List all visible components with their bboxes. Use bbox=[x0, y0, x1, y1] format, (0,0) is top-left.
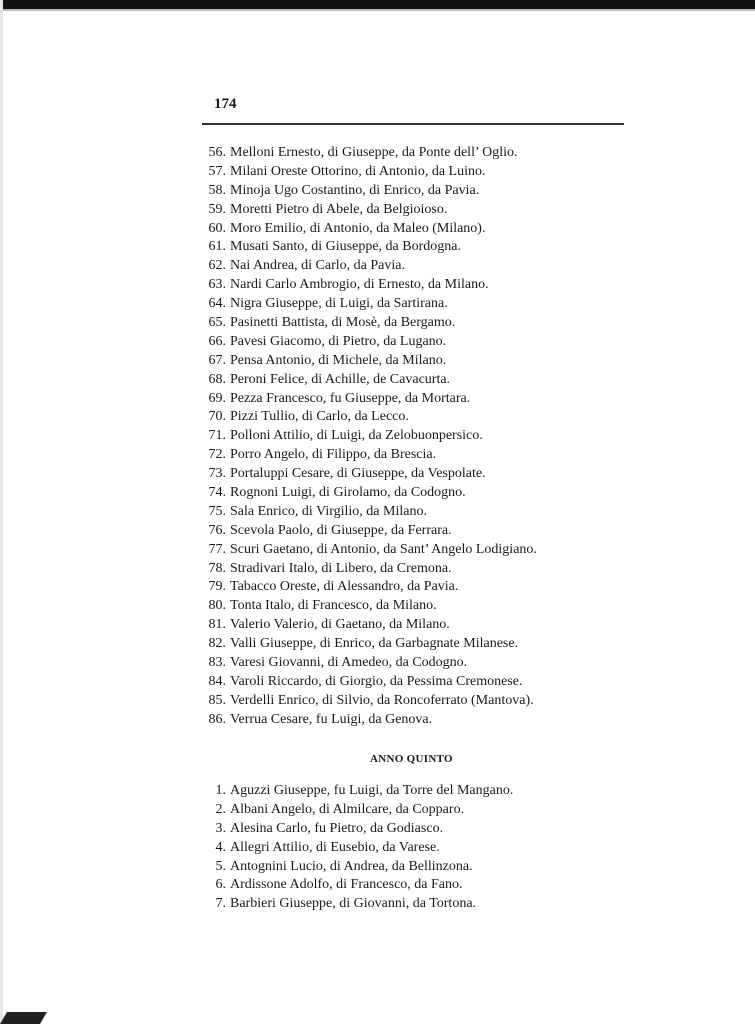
entry-text: Melloni Ernesto, di Giuseppe, da Ponte dell’ Oglio. bbox=[230, 145, 518, 160]
list-item bbox=[196, 390, 537, 409]
entry-number: 71. bbox=[208, 428, 226, 444]
entry-number: 75. bbox=[208, 503, 226, 519]
list-item bbox=[196, 820, 513, 839]
entry-number: 74. bbox=[208, 485, 226, 501]
entry-number: 5. bbox=[215, 858, 226, 874]
entry-text: Milani Oreste Ottorino, di Antonio, da Luino. bbox=[230, 163, 486, 179]
entry-text: Porro Angelo, di Filippo, da Brescia. bbox=[230, 447, 437, 463]
list-item bbox=[196, 858, 513, 877]
entry-text: Albani Angelo, di Almilcare, da Copparo. bbox=[230, 801, 465, 817]
entry-text: Stradivari Italo, di Libero, da Cremona. bbox=[230, 560, 452, 576]
entry-text: Pasinetti Battista, di Mosè, da Bergamo. bbox=[230, 315, 456, 331]
list-item bbox=[196, 616, 537, 635]
list-item bbox=[196, 371, 537, 390]
entry-number: 60. bbox=[208, 220, 226, 236]
list-item bbox=[196, 839, 513, 858]
entry-number: 72. bbox=[208, 447, 226, 463]
entry-text: Tabacco Oreste, di Alessandro, da Pavia. bbox=[230, 579, 459, 595]
entry-number: 65. bbox=[208, 315, 226, 331]
entry-number: 1. bbox=[215, 783, 226, 798]
entry-text: Antognini Lucio, di Andrea, da Bellinzona. bbox=[230, 858, 473, 874]
list-item bbox=[196, 635, 537, 654]
entry-text: Peroni Felice, di Achille, de Cavacurta. bbox=[230, 371, 451, 387]
entry-number: 84. bbox=[208, 673, 226, 689]
entry-text: Ardissone Adolfo, di Francesco, da Fano. bbox=[230, 877, 463, 893]
list-item bbox=[196, 182, 537, 201]
entry-number: 73. bbox=[208, 466, 226, 482]
student-list-previous-year bbox=[196, 144, 537, 730]
list-item bbox=[196, 276, 537, 295]
entry-number: 63. bbox=[208, 277, 226, 293]
scan-corner-mark bbox=[0, 1012, 47, 1024]
list-item bbox=[196, 257, 537, 276]
scan-left-edge bbox=[0, 0, 3, 1024]
list-item bbox=[196, 484, 537, 503]
entry-text: Minoja Ugo Costantino, di Enrico, da Pavia. bbox=[230, 182, 480, 198]
scan-top-border bbox=[0, 0, 755, 9]
entry-number: 3. bbox=[215, 820, 226, 836]
entry-number: 66. bbox=[208, 333, 226, 349]
entry-text: Polloni Attilio, di Luigi, da Zelobuonpersico. bbox=[230, 428, 483, 444]
list-item bbox=[196, 876, 513, 895]
list-item bbox=[196, 314, 537, 333]
entry-text: Verdelli Enrico, di Silvio, da Roncoferrato (Mantova). bbox=[230, 692, 534, 708]
list-item bbox=[196, 782, 513, 801]
entry-number: 58. bbox=[208, 182, 226, 198]
entry-text: Barbieri Giuseppe, di Giovanni, da Tortona. bbox=[230, 896, 477, 912]
entry-text: Sala Enrico, di Virgilio, da Milano. bbox=[230, 503, 427, 519]
list-item bbox=[196, 654, 537, 673]
list-item bbox=[196, 408, 537, 427]
list-item bbox=[196, 201, 537, 220]
list-item bbox=[196, 333, 537, 352]
list-item bbox=[196, 673, 537, 692]
list-item bbox=[196, 163, 537, 182]
list-item bbox=[196, 597, 537, 616]
list-item bbox=[196, 503, 537, 522]
entry-number: 79. bbox=[208, 579, 226, 595]
list-item bbox=[196, 522, 537, 541]
entry-text: Moretti Pietro di Abele, da Belgioioso. bbox=[230, 201, 448, 217]
entry-text: Valerio Valerio, di Gaetano, da Milano. bbox=[230, 617, 450, 633]
entry-text: Valli Giuseppe, di Enrico, da Garbagnate Milanese. bbox=[230, 636, 519, 652]
entry-number: 77. bbox=[208, 541, 226, 557]
student-list-anno-quinto bbox=[196, 782, 513, 914]
entry-number: 61. bbox=[208, 239, 226, 255]
list-item bbox=[196, 692, 537, 711]
list-item bbox=[196, 446, 537, 465]
list-item bbox=[196, 295, 537, 314]
entry-number: 6. bbox=[215, 877, 226, 893]
list-item bbox=[196, 895, 513, 914]
list-item bbox=[196, 238, 537, 257]
entry-number: 69. bbox=[208, 390, 226, 406]
list-item bbox=[196, 465, 537, 484]
list-item bbox=[196, 560, 537, 579]
entry-number: 68. bbox=[208, 371, 226, 387]
entry-text: Varesi Giovanni, di Amedeo, da Codogno. bbox=[230, 655, 468, 671]
list-item bbox=[196, 541, 537, 560]
list-item bbox=[196, 801, 513, 820]
entry-number: 7. bbox=[215, 896, 226, 912]
entry-text: Aguzzi Giuseppe, fu Luigi, da Torre del Mangano. bbox=[230, 783, 514, 798]
entry-number: 85. bbox=[208, 692, 226, 708]
entry-number: 76. bbox=[208, 522, 226, 538]
entry-text: Scuri Gaetano, di Antonio, da Sant’ Angelo Lodigiano. bbox=[230, 541, 537, 557]
entry-number: 64. bbox=[208, 296, 226, 312]
entry-number: 81. bbox=[208, 617, 226, 633]
list-item bbox=[196, 427, 537, 446]
entry-text: Moro Emilio, di Antonio, da Maleo (Milano). bbox=[230, 220, 486, 236]
entry-text: Nigra Giuseppe, di Luigi, da Sartirana. bbox=[230, 296, 448, 312]
entry-text: Tonta Italo, di Francesco, da Milano. bbox=[230, 598, 437, 614]
entry-text: Pezza Francesco, fu Giuseppe, da Mortara. bbox=[230, 390, 471, 406]
entry-number: 86. bbox=[208, 711, 226, 727]
section-heading: ANNO QUINTO bbox=[370, 753, 453, 765]
entry-number: 82. bbox=[208, 636, 226, 652]
entry-text: Rognoni Luigi, di Girolamo, da Codogno. bbox=[230, 485, 466, 501]
entry-number: 57. bbox=[208, 163, 226, 179]
entry-number: 78. bbox=[208, 560, 226, 576]
entry-number: 62. bbox=[208, 258, 226, 274]
entry-text: Allegri Attilio, di Eusebio, da Varese. bbox=[230, 839, 440, 855]
entry-number: 67. bbox=[208, 352, 226, 368]
entry-number: 2. bbox=[215, 801, 226, 817]
entry-number: 56. bbox=[208, 145, 226, 160]
page-number: 174 bbox=[214, 96, 237, 112]
entry-number: 80. bbox=[208, 598, 226, 614]
entry-text: Pensa Antonio, di Michele, da Milano. bbox=[230, 352, 447, 368]
entry-text: Musati Santo, di Giuseppe, da Bordogna. bbox=[230, 239, 461, 255]
entry-number: 70. bbox=[208, 409, 226, 425]
list-item bbox=[196, 711, 537, 730]
entry-text: Pavesi Giacomo, di Pietro, da Lugano. bbox=[230, 333, 447, 349]
entry-text: Pizzi Tullio, di Carlo, da Lecco. bbox=[230, 409, 409, 425]
header-rule bbox=[202, 123, 624, 125]
entry-text: Nai Andrea, di Carlo, da Pavia. bbox=[230, 258, 405, 274]
entry-number: 59. bbox=[208, 201, 226, 217]
entry-text: Verrua Cesare, fu Luigi, da Genova. bbox=[230, 711, 433, 727]
entry-text: Scevola Paolo, di Giuseppe, da Ferrara. bbox=[230, 522, 452, 538]
entry-number: 4. bbox=[215, 839, 226, 855]
list-item bbox=[196, 578, 537, 597]
entry-text: Nardi Carlo Ambrogio, di Ernesto, da Milano. bbox=[230, 277, 489, 293]
list-item bbox=[196, 220, 537, 239]
entry-text: Varoli Riccardo, di Giorgio, da Pessima Cremonese. bbox=[230, 673, 523, 689]
entry-text: Alesina Carlo, fu Pietro, da Godiasco. bbox=[230, 820, 444, 836]
list-item bbox=[196, 144, 537, 163]
entry-text: Portaluppi Cesare, di Giuseppe, da Vespolate. bbox=[230, 466, 486, 482]
list-item bbox=[196, 352, 537, 371]
entry-number: 83. bbox=[208, 655, 226, 671]
